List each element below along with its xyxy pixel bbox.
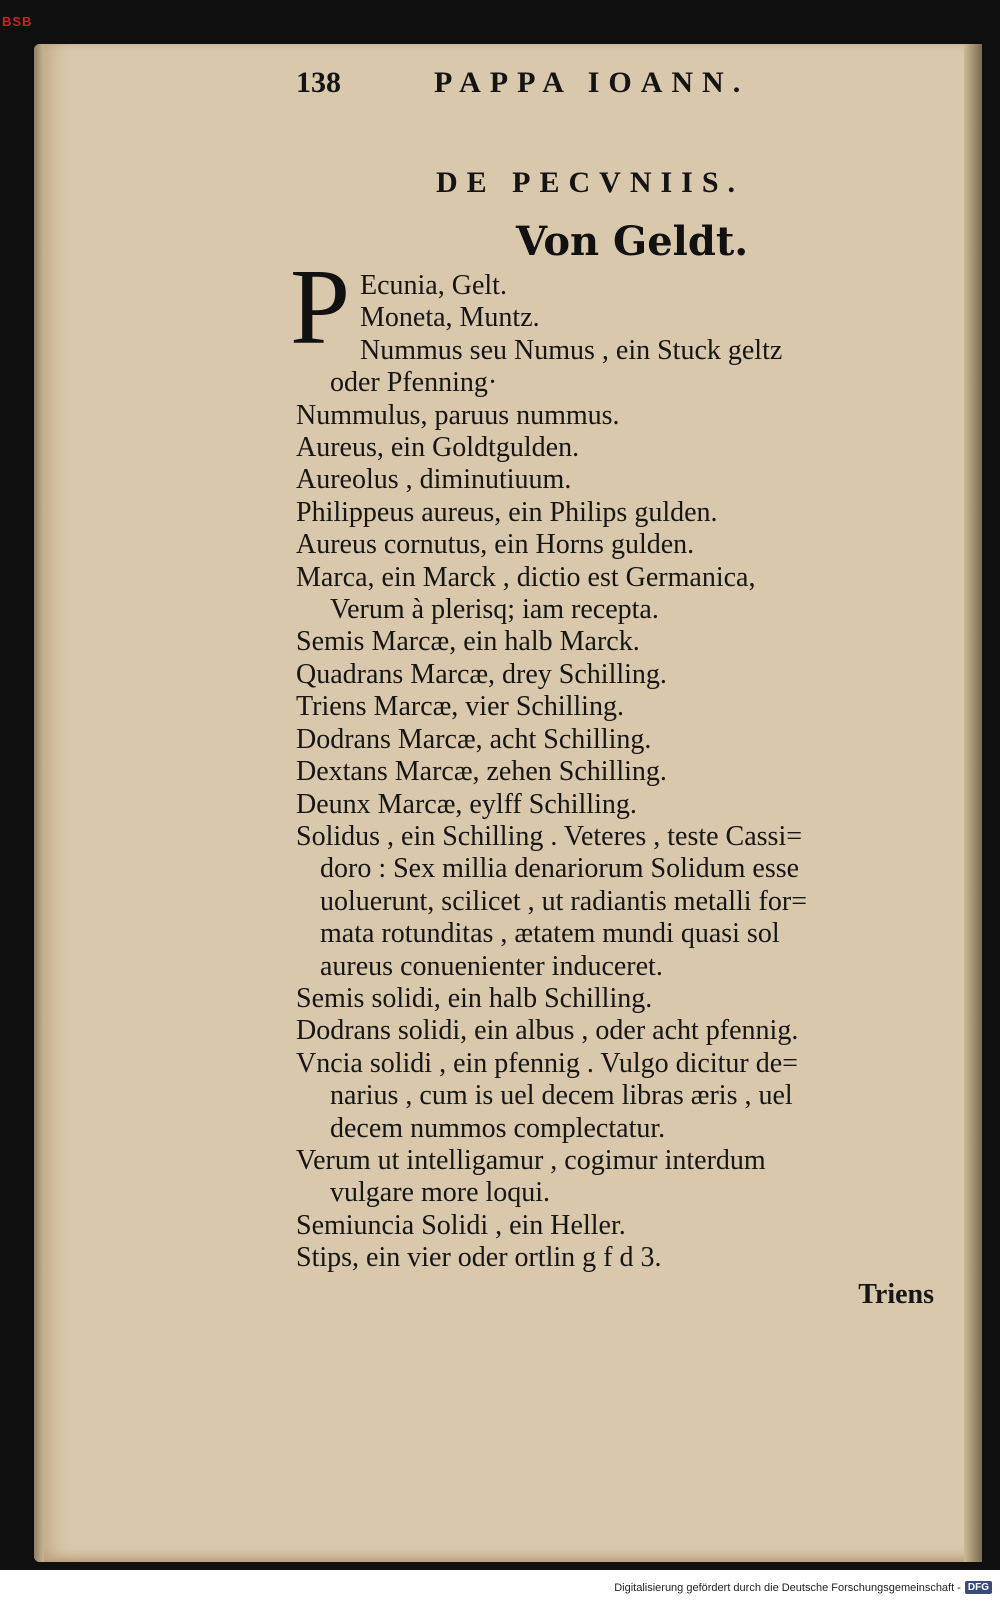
text-line: oder Pfenning· xyxy=(330,367,498,399)
text-line: Stips, ein vier oder ortlin g f d 3. xyxy=(296,1242,662,1274)
text-line: Aureus cornutus, ein Horns gulden. xyxy=(296,529,695,561)
dfg-logo-icon: DFG xyxy=(965,1581,992,1594)
text-line: aureus conuenienter induceret. xyxy=(320,950,663,982)
text-line: Aureolus , diminutiuum. xyxy=(296,464,572,496)
text-line: uoluerunt, scilicet , ut radiantis metalli for= xyxy=(320,885,807,917)
footer xyxy=(614,1581,992,1594)
text-line: Nummulus, paruus nummus. xyxy=(296,399,620,431)
drop-cap: P xyxy=(290,248,351,367)
text-line: mata rotunditas , ætatem mundi quasi sol xyxy=(320,918,780,950)
text-line: Solidus , ein Schilling . Veteres , teste Cassi= xyxy=(296,820,803,852)
text-line: Philippeus aureus, ein Philips gulden. xyxy=(296,496,718,528)
text-body xyxy=(296,270,944,1311)
text-line: Semiuncia Solidi , ein Heller. xyxy=(296,1209,626,1241)
text-line: decem nummos complectatur. xyxy=(330,1112,666,1144)
text-line: narius , cum is uel decem libras æris , uel xyxy=(330,1080,793,1112)
catchword: Triens xyxy=(858,1278,934,1310)
running-head: PAPPA IOANN. xyxy=(434,66,750,99)
text-line: Moneta, Muntz. xyxy=(360,302,540,334)
footer-text: Digitalisierung gefördert durch die Deutsche Forschungsgemeinschaft - xyxy=(614,1581,961,1594)
text-line: Aureus, ein Goldtgulden. xyxy=(296,432,580,464)
text-line: Verum à plerisq; iam recepta. xyxy=(330,594,659,626)
page-header xyxy=(296,64,856,108)
text-line: Dextans Marcæ, zehen Schilling. xyxy=(296,756,667,788)
german-title: Von Geldt. xyxy=(516,218,749,265)
text-line: Deunx Marcæ, eylff Schilling. xyxy=(296,788,637,820)
text-line: Semis Marcæ, ein halb Marck. xyxy=(296,626,640,658)
page-number: 138 xyxy=(296,66,341,99)
text-line: Verum ut intelligamur , cogimur interdum xyxy=(296,1144,766,1176)
text-line: Dodrans solidi, ein albus , oder acht pfennig. xyxy=(296,1015,799,1047)
text-line: vulgare more loqui. xyxy=(330,1177,551,1209)
text-line: Vncia solidi , ein pfennig . Vulgo dicitur de= xyxy=(296,1047,798,1079)
text-line: Quadrans Marcæ, drey Schilling. xyxy=(296,658,667,690)
text-line: Semis solidi, ein halb Schilling. xyxy=(296,982,653,1014)
bsb-mark: BSB xyxy=(2,14,33,29)
section-title: DE PECVNIIS. xyxy=(436,166,745,199)
text-line: Ecunia, Gelt. xyxy=(360,270,507,301)
text-line: Triens Marcæ, vier Schilling. xyxy=(296,691,624,723)
text-line: Dodrans Marcæ, acht Schilling. xyxy=(296,723,652,755)
text-line: Nummus seu Numus , ein Stuck geltz xyxy=(360,334,783,366)
text-line: doro : Sex millia denariorum Solidum esse xyxy=(320,853,800,885)
text-line: Marca, ein Marck , dictio est Germanica, xyxy=(296,561,756,593)
